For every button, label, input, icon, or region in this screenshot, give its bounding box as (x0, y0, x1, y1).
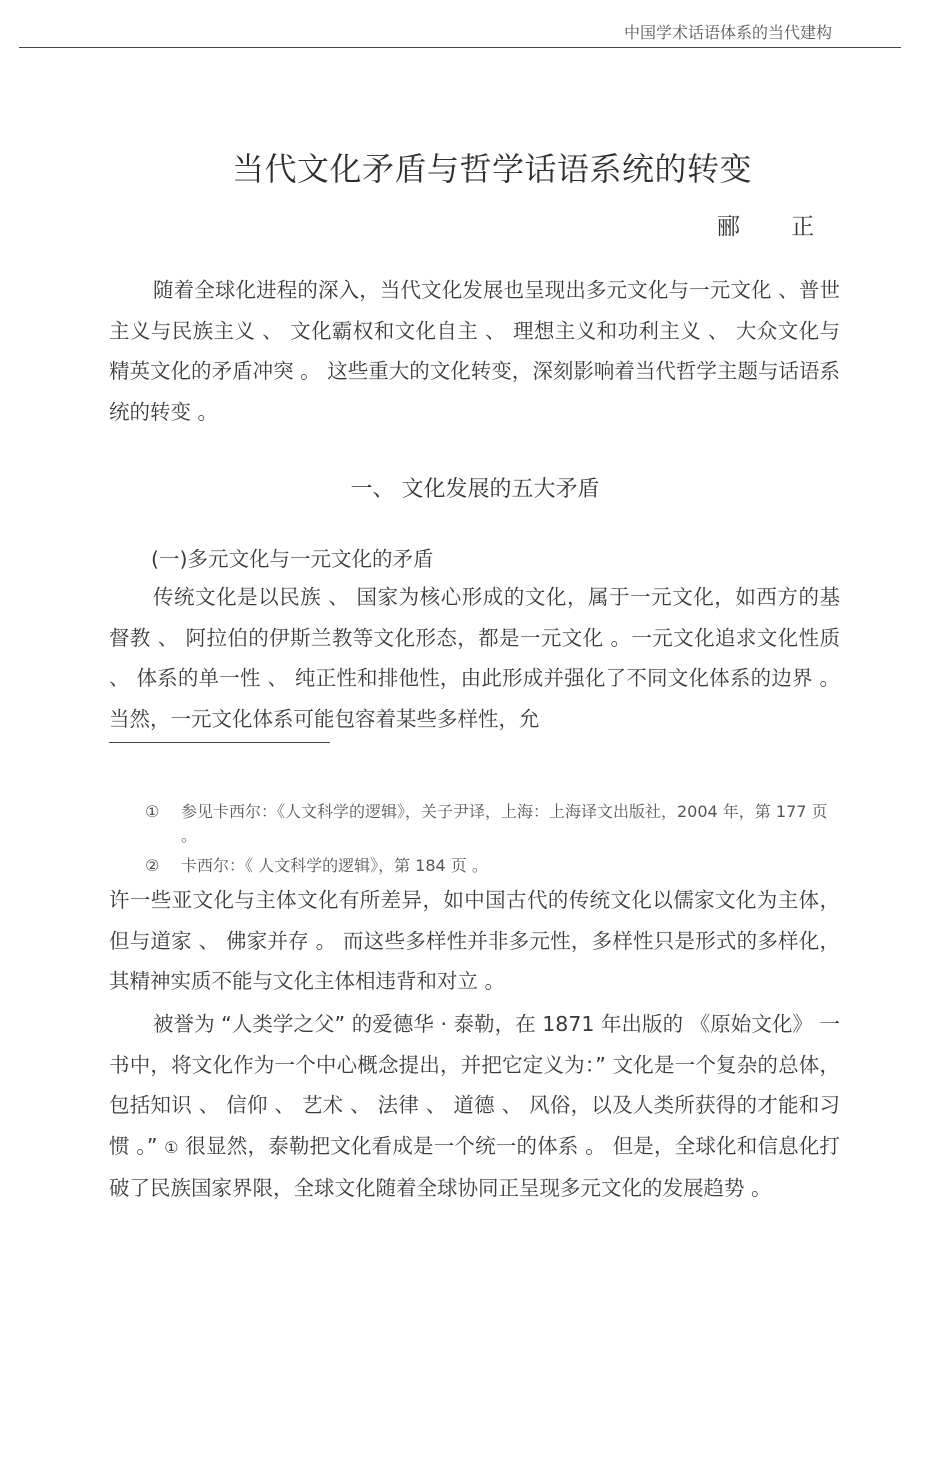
footnote-mark: ① (145, 802, 160, 821)
header-divider (19, 47, 901, 48)
body-paragraph-1-continued: 许一些亚文化与主体文化有所差异，如中国古代的传统文化以儒家文化为主体，但与道家 、 佛家并存 。 而这些多样性并非多元性，多样性只是形式的多样化， 其精神实质不能与文化主体相违背和对立 。 (109, 888, 840, 993)
footnote-divider (109, 742, 330, 743)
article-title: 当代文化矛盾与哲学话语系统的转变 (231, 150, 752, 188)
paragraph-text: 被誉为 “人类学之父” 的爱德华 · 泰勒，在 1871 年出版的 《原始文化》 一书中，将文化作为一个中心概念提出，并把它定义为：” 文化是一个复杂的总体，包括知识 、 信仰 、 艺术 、 法律 、 道德 、 风俗，以及人类所获得的才能和习惯 。” (109, 1012, 840, 1158)
footnote-2 (145, 854, 835, 878)
article-author: 郦 正 (717, 214, 837, 240)
footnote-mark: ② (145, 856, 160, 875)
footnote-1 (145, 800, 835, 848)
abstract-paragraph: 随着全球化进程的深入，当代文化发展也呈现出多元文化与一元文化 、普世主义与民族主义 、 文化霸权和文化自主 、 理想主义和功利主义 、 大众文化与精英文化的矛盾冲突 。 这些重大的文化转变，深刻影响着当代哲学主题与话语系统的转变 。 (109, 278, 840, 424)
running-header: 中国学术话语体系的当代建构 (623, 23, 832, 42)
subsection-heading: (一)多元文化与一元文化的矛盾 (151, 547, 434, 571)
paragraph-text: 很显然，泰勒把文化看成是一个统一的体系 。 但是，全球化和信息化打破了民族国家界限，全球文化随着全球协同正呈现多元文化的发展趋势 。 (109, 1133, 841, 1200)
footnote-text: 卡西尔：《 人文科学的逻辑》，第 184 页 。 (181, 856, 488, 875)
body-paragraph-2 (109, 1004, 840, 1209)
footnote-text: 参见卡西尔：《人文科学的逻辑》，关子尹译，上海：上海译文出版社，2004 年，第 177 页 。 (181, 802, 828, 845)
body-paragraph-1: 传统文化是以民族 、 国家为核心形成的文化，属于一元文化，如西方的基督教 、 阿拉伯的伊斯兰教等文化形态，都是一元文化 。一元文化追求文化性质 、 体系的单一性 、 纯正性和排他性，由此形成并强化了不同文化体系的边界 。 当然，一元文化体系可能包容着某些多样性，允 (109, 585, 840, 731)
footnote-reference[interactable]: ① (164, 1137, 179, 1157)
section-heading: 一、 文化发展的五大矛盾 (350, 477, 600, 502)
